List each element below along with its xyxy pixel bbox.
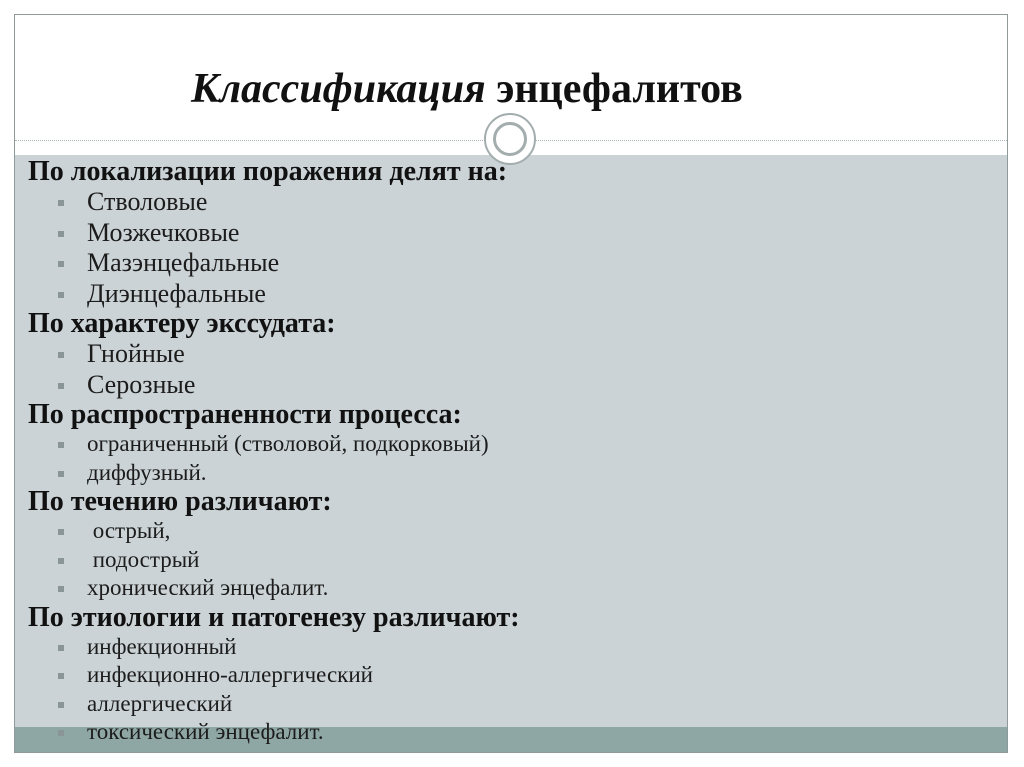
square-bullet-icon — [58, 730, 64, 736]
list-item-text: Гнойные — [87, 339, 185, 368]
list-item-text: острый, — [87, 518, 171, 543]
slide-title-italic: Классификация — [191, 66, 486, 112]
square-bullet-icon — [58, 673, 64, 679]
section-heading: По локализации поражения делят на: — [28, 156, 508, 187]
list-item — [28, 218, 988, 249]
list-item — [28, 279, 988, 310]
square-bullet-icon — [58, 586, 64, 592]
section-heading: По характеру экссудата: — [28, 308, 336, 339]
list-item — [28, 718, 988, 747]
square-bullet-icon — [58, 471, 64, 477]
list-item-text: инфекционно-аллергический — [87, 662, 373, 687]
list-item — [28, 633, 988, 662]
square-bullet-icon — [58, 200, 64, 206]
list-item — [28, 430, 988, 459]
section-list — [28, 517, 988, 603]
list-item-text: аллергический — [87, 690, 233, 716]
list-item — [28, 661, 988, 690]
list-item-text: хронический энцефалит. — [87, 575, 329, 600]
section-list — [28, 633, 988, 747]
slide-title-regular: энцефалитов — [485, 66, 743, 112]
square-bullet-icon — [58, 558, 64, 564]
list-item-text: ограниченный (стволовой, подкорковый) — [87, 431, 489, 456]
section-list — [28, 430, 988, 487]
list-item-text: токсический энцефалит. — [87, 719, 324, 744]
list-item — [28, 517, 988, 546]
square-bullet-icon — [58, 645, 64, 651]
list-item — [28, 546, 988, 575]
list-item-text: инфекционный — [87, 633, 237, 659]
list-item — [28, 187, 988, 218]
list-item — [28, 690, 988, 719]
list-item — [28, 574, 988, 603]
section-list — [28, 339, 988, 400]
list-item — [28, 339, 988, 370]
list-item-text: Стволовые — [87, 187, 208, 216]
square-bullet-icon — [58, 261, 64, 267]
square-bullet-icon — [58, 442, 64, 448]
square-bullet-icon — [58, 292, 64, 298]
section-heading: По распространенности процесса: — [28, 399, 462, 430]
list-item-text: подострый — [87, 546, 200, 572]
list-item-text: диффузный. — [87, 459, 207, 485]
list-item — [28, 370, 988, 401]
list-item-text: Мозжечковые — [87, 217, 240, 247]
square-bullet-icon — [58, 383, 64, 389]
section-heading: По течению различают: — [28, 486, 332, 517]
list-item-text: Мазэнцефальные — [87, 248, 280, 277]
list-item-text: Диэнцефальные — [87, 278, 266, 308]
square-bullet-icon — [58, 231, 64, 237]
slide-title — [191, 61, 743, 117]
section-list — [28, 187, 988, 309]
list-item — [28, 248, 988, 279]
list-item — [28, 459, 988, 488]
list-item-text: Серозные — [87, 369, 196, 399]
square-bullet-icon — [58, 702, 64, 708]
square-bullet-icon — [58, 529, 64, 535]
classification-content — [28, 157, 988, 747]
square-bullet-icon — [58, 352, 64, 358]
section-heading: По этиологии и патогенезу различают: — [28, 601, 520, 633]
